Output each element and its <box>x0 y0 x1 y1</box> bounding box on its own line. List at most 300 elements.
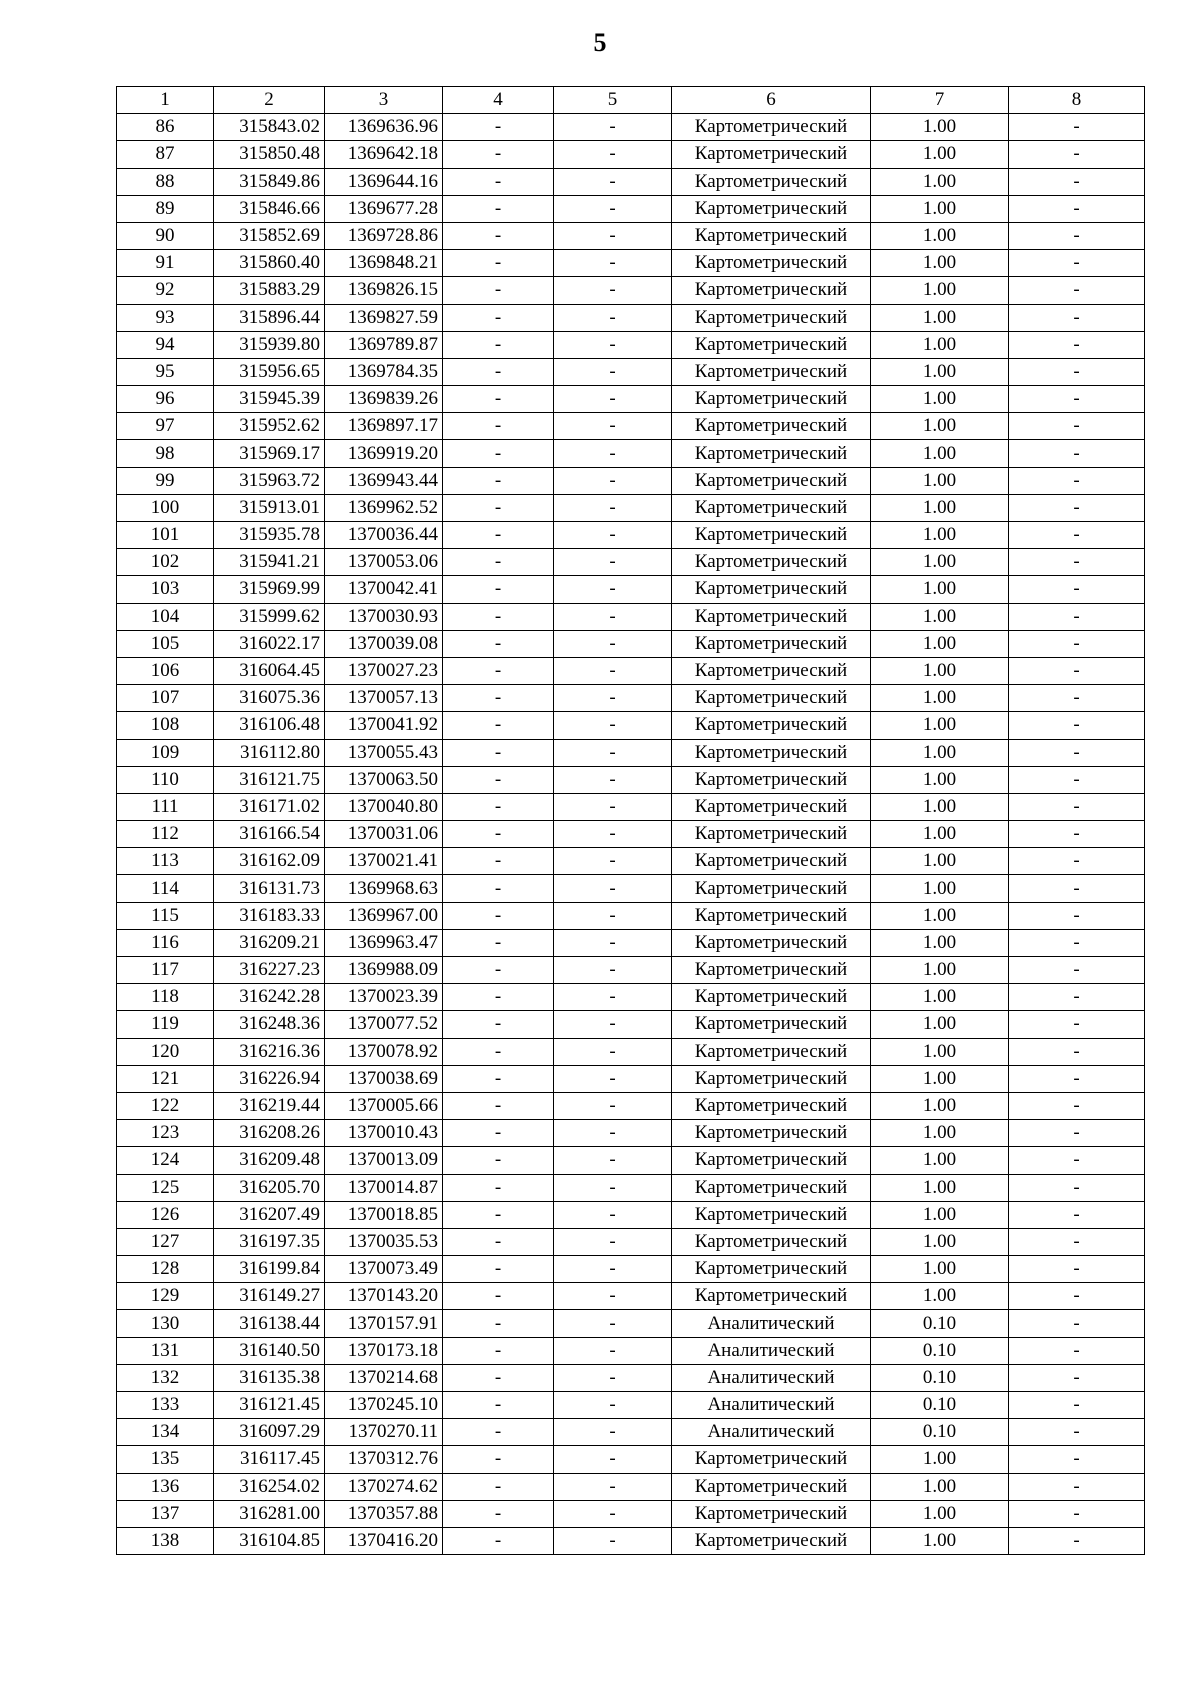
method-cell: Картометрический <box>672 1228 871 1255</box>
y-coordinate-cell: 1370027.23 <box>325 657 443 684</box>
accuracy-cell: 1.00 <box>871 1283 1009 1310</box>
table-row <box>117 1310 1145 1337</box>
method-cell: Картометрический <box>672 1174 871 1201</box>
accuracy-cell: 1.00 <box>871 712 1009 739</box>
column-5-cell: - <box>554 1038 672 1065</box>
x-coordinate-cell: 315883.29 <box>214 277 325 304</box>
table-row <box>117 1527 1145 1554</box>
column-4-cell: - <box>443 1120 554 1147</box>
column-8-cell: - <box>1009 929 1145 956</box>
point-number-cell: 127 <box>117 1228 214 1255</box>
column-4-cell: - <box>443 1419 554 1446</box>
accuracy-cell: 1.00 <box>871 250 1009 277</box>
table-row <box>117 141 1145 168</box>
column-5-cell: - <box>554 576 672 603</box>
column-4-cell: - <box>443 141 554 168</box>
y-coordinate-cell: 1369839.26 <box>325 386 443 413</box>
method-cell: Картометрический <box>672 467 871 494</box>
column-5-cell: - <box>554 386 672 413</box>
header-cell: 3 <box>325 87 443 114</box>
column-8-cell: - <box>1009 1201 1145 1228</box>
accuracy-cell: 1.00 <box>871 848 1009 875</box>
accuracy-cell: 1.00 <box>871 195 1009 222</box>
y-coordinate-cell: 1370357.88 <box>325 1500 443 1527</box>
x-coordinate-cell: 315945.39 <box>214 386 325 413</box>
column-5-cell: - <box>554 331 672 358</box>
column-8-cell: - <box>1009 467 1145 494</box>
y-coordinate-cell: 1370214.68 <box>325 1364 443 1391</box>
accuracy-cell: 1.00 <box>871 386 1009 413</box>
y-coordinate-cell: 1369789.87 <box>325 331 443 358</box>
table-row <box>117 1337 1145 1364</box>
table-row <box>117 1120 1145 1147</box>
column-8-cell: - <box>1009 1065 1145 1092</box>
accuracy-cell: 1.00 <box>871 1527 1009 1554</box>
column-5-cell: - <box>554 957 672 984</box>
method-cell: Картометрический <box>672 386 871 413</box>
y-coordinate-cell: 1370040.80 <box>325 793 443 820</box>
table-row <box>117 331 1145 358</box>
column-8-cell: - <box>1009 603 1145 630</box>
x-coordinate-cell: 315939.80 <box>214 331 325 358</box>
accuracy-cell: 1.00 <box>871 168 1009 195</box>
column-4-cell: - <box>443 277 554 304</box>
column-4-cell: - <box>443 1364 554 1391</box>
column-4-cell: - <box>443 522 554 549</box>
x-coordinate-cell: 315849.86 <box>214 168 325 195</box>
column-5-cell: - <box>554 358 672 385</box>
x-coordinate-cell: 316064.45 <box>214 657 325 684</box>
method-cell: Картометрический <box>672 793 871 820</box>
method-cell: Картометрический <box>672 603 871 630</box>
column-4-cell: - <box>443 1256 554 1283</box>
table-row <box>117 114 1145 141</box>
method-cell: Картометрический <box>672 440 871 467</box>
point-number-cell: 117 <box>117 957 214 984</box>
column-8-cell: - <box>1009 494 1145 521</box>
point-number-cell: 98 <box>117 440 214 467</box>
accuracy-cell: 1.00 <box>871 984 1009 1011</box>
y-coordinate-cell: 1370053.06 <box>325 549 443 576</box>
table-row <box>117 304 1145 331</box>
column-4-cell: - <box>443 195 554 222</box>
column-5-cell: - <box>554 250 672 277</box>
method-cell: Картометрический <box>672 114 871 141</box>
x-coordinate-cell: 316242.28 <box>214 984 325 1011</box>
point-number-cell: 110 <box>117 766 214 793</box>
column-5-cell: - <box>554 929 672 956</box>
y-coordinate-cell: 1369677.28 <box>325 195 443 222</box>
accuracy-cell: 1.00 <box>871 739 1009 766</box>
column-4-cell: - <box>443 603 554 630</box>
column-8-cell: - <box>1009 1174 1145 1201</box>
point-number-cell: 113 <box>117 848 214 875</box>
method-cell: Аналитический <box>672 1310 871 1337</box>
column-5-cell: - <box>554 1120 672 1147</box>
column-5-cell: - <box>554 1419 672 1446</box>
y-coordinate-cell: 1370245.10 <box>325 1392 443 1419</box>
column-8-cell: - <box>1009 766 1145 793</box>
column-4-cell: - <box>443 630 554 657</box>
accuracy-cell: 1.00 <box>871 957 1009 984</box>
column-4-cell: - <box>443 1392 554 1419</box>
x-coordinate-cell: 316075.36 <box>214 685 325 712</box>
accuracy-cell: 1.00 <box>871 304 1009 331</box>
table-row <box>117 1065 1145 1092</box>
column-5-cell: - <box>554 304 672 331</box>
table-row <box>117 549 1145 576</box>
column-8-cell: - <box>1009 1364 1145 1391</box>
x-coordinate-cell: 315969.99 <box>214 576 325 603</box>
header-cell: 5 <box>554 87 672 114</box>
point-number-cell: 124 <box>117 1147 214 1174</box>
point-number-cell: 122 <box>117 1092 214 1119</box>
column-5-cell: - <box>554 1392 672 1419</box>
x-coordinate-cell: 316281.00 <box>214 1500 325 1527</box>
column-8-cell: - <box>1009 576 1145 603</box>
point-number-cell: 111 <box>117 793 214 820</box>
accuracy-cell: 1.00 <box>871 1174 1009 1201</box>
point-number-cell: 95 <box>117 358 214 385</box>
column-4-cell: - <box>443 1527 554 1554</box>
header-cell: 6 <box>672 87 871 114</box>
point-number-cell: 101 <box>117 522 214 549</box>
table-row <box>117 848 1145 875</box>
table-row <box>117 168 1145 195</box>
x-coordinate-cell: 316162.09 <box>214 848 325 875</box>
column-4-cell: - <box>443 1147 554 1174</box>
y-coordinate-cell: 1370173.18 <box>325 1337 443 1364</box>
method-cell: Картометрический <box>672 1446 871 1473</box>
table-row <box>117 1092 1145 1119</box>
y-coordinate-cell: 1370023.39 <box>325 984 443 1011</box>
point-number-cell: 118 <box>117 984 214 1011</box>
y-coordinate-cell: 1369826.15 <box>325 277 443 304</box>
column-4-cell: - <box>443 1174 554 1201</box>
column-4-cell: - <box>443 984 554 1011</box>
column-8-cell: - <box>1009 1310 1145 1337</box>
table-row <box>117 739 1145 766</box>
table-row <box>117 821 1145 848</box>
accuracy-cell: 1.00 <box>871 494 1009 521</box>
point-number-cell: 99 <box>117 467 214 494</box>
accuracy-cell: 1.00 <box>871 1011 1009 1038</box>
column-5-cell: - <box>554 739 672 766</box>
table-row <box>117 657 1145 684</box>
column-5-cell: - <box>554 1201 672 1228</box>
x-coordinate-cell: 316207.49 <box>214 1201 325 1228</box>
column-5-cell: - <box>554 712 672 739</box>
column-5-cell: - <box>554 1446 672 1473</box>
column-4-cell: - <box>443 168 554 195</box>
y-coordinate-cell: 1369943.44 <box>325 467 443 494</box>
table-row <box>117 603 1145 630</box>
accuracy-cell: 1.00 <box>871 929 1009 956</box>
column-4-cell: - <box>443 222 554 249</box>
method-cell: Аналитический <box>672 1364 871 1391</box>
y-coordinate-cell: 1370021.41 <box>325 848 443 875</box>
point-number-cell: 89 <box>117 195 214 222</box>
x-coordinate-cell: 316171.02 <box>214 793 325 820</box>
column-4-cell: - <box>443 1337 554 1364</box>
accuracy-cell: 1.00 <box>871 141 1009 168</box>
column-8-cell: - <box>1009 331 1145 358</box>
column-4-cell: - <box>443 848 554 875</box>
accuracy-cell: 1.00 <box>871 358 1009 385</box>
point-number-cell: 115 <box>117 902 214 929</box>
y-coordinate-cell: 1370030.93 <box>325 603 443 630</box>
column-8-cell: - <box>1009 957 1145 984</box>
y-coordinate-cell: 1370018.85 <box>325 1201 443 1228</box>
method-cell: Картометрический <box>672 685 871 712</box>
column-4-cell: - <box>443 114 554 141</box>
x-coordinate-cell: 316227.23 <box>214 957 325 984</box>
column-5-cell: - <box>554 984 672 1011</box>
column-4-cell: - <box>443 1283 554 1310</box>
table-row <box>117 1038 1145 1065</box>
point-number-cell: 114 <box>117 875 214 902</box>
y-coordinate-cell: 1370038.69 <box>325 1065 443 1092</box>
y-coordinate-cell: 1369962.52 <box>325 494 443 521</box>
accuracy-cell: 1.00 <box>871 277 1009 304</box>
column-5-cell: - <box>554 168 672 195</box>
y-coordinate-cell: 1370143.20 <box>325 1283 443 1310</box>
method-cell: Картометрический <box>672 331 871 358</box>
column-5-cell: - <box>554 766 672 793</box>
point-number-cell: 96 <box>117 386 214 413</box>
accuracy-cell: 1.00 <box>871 875 1009 902</box>
accuracy-cell: 0.10 <box>871 1392 1009 1419</box>
x-coordinate-cell: 316117.45 <box>214 1446 325 1473</box>
header-cell: 4 <box>443 87 554 114</box>
column-4-cell: - <box>443 494 554 521</box>
column-4-cell: - <box>443 549 554 576</box>
column-4-cell: - <box>443 576 554 603</box>
method-cell: Картометрический <box>672 168 871 195</box>
accuracy-cell: 1.00 <box>871 222 1009 249</box>
accuracy-cell: 1.00 <box>871 793 1009 820</box>
method-cell: Аналитический <box>672 1337 871 1364</box>
x-coordinate-cell: 316254.02 <box>214 1473 325 1500</box>
x-coordinate-cell: 315969.17 <box>214 440 325 467</box>
column-8-cell: - <box>1009 1446 1145 1473</box>
column-4-cell: - <box>443 1011 554 1038</box>
column-4-cell: - <box>443 1473 554 1500</box>
x-coordinate-cell: 316140.50 <box>214 1337 325 1364</box>
point-number-cell: 97 <box>117 413 214 440</box>
point-number-cell: 105 <box>117 630 214 657</box>
accuracy-cell: 1.00 <box>871 902 1009 929</box>
x-coordinate-cell: 316121.45 <box>214 1392 325 1419</box>
column-5-cell: - <box>554 1011 672 1038</box>
point-number-cell: 129 <box>117 1283 214 1310</box>
page-number: 5 <box>593 28 607 57</box>
method-cell: Аналитический <box>672 1392 871 1419</box>
column-8-cell: - <box>1009 848 1145 875</box>
x-coordinate-cell: 315860.40 <box>214 250 325 277</box>
method-cell: Картометрический <box>672 195 871 222</box>
method-cell: Картометрический <box>672 821 871 848</box>
column-8-cell: - <box>1009 1256 1145 1283</box>
x-coordinate-cell: 316199.84 <box>214 1256 325 1283</box>
column-4-cell: - <box>443 1310 554 1337</box>
column-8-cell: - <box>1009 1147 1145 1174</box>
column-8-cell: - <box>1009 1500 1145 1527</box>
method-cell: Картометрический <box>672 712 871 739</box>
x-coordinate-cell: 316205.70 <box>214 1174 325 1201</box>
column-8-cell: - <box>1009 304 1145 331</box>
table-row <box>117 1011 1145 1038</box>
y-coordinate-cell: 1369827.59 <box>325 304 443 331</box>
accuracy-cell: 1.00 <box>871 549 1009 576</box>
y-coordinate-cell: 1369728.86 <box>325 222 443 249</box>
y-coordinate-cell: 1369642.18 <box>325 141 443 168</box>
column-8-cell: - <box>1009 875 1145 902</box>
method-cell: Картометрический <box>672 1011 871 1038</box>
x-coordinate-cell: 316209.48 <box>214 1147 325 1174</box>
x-coordinate-cell: 316166.54 <box>214 821 325 848</box>
point-number-cell: 130 <box>117 1310 214 1337</box>
y-coordinate-cell: 1370036.44 <box>325 522 443 549</box>
y-coordinate-cell: 1370010.43 <box>325 1120 443 1147</box>
point-number-cell: 100 <box>117 494 214 521</box>
method-cell: Картометрический <box>672 957 871 984</box>
point-number-cell: 103 <box>117 576 214 603</box>
table-row <box>117 685 1145 712</box>
accuracy-cell: 1.00 <box>871 1065 1009 1092</box>
column-8-cell: - <box>1009 821 1145 848</box>
x-coordinate-cell: 315850.48 <box>214 141 325 168</box>
y-coordinate-cell: 1369967.00 <box>325 902 443 929</box>
method-cell: Картометрический <box>672 250 871 277</box>
table-row <box>117 1256 1145 1283</box>
method-cell: Картометрический <box>672 576 871 603</box>
accuracy-cell: 1.00 <box>871 1092 1009 1119</box>
column-8-cell: - <box>1009 1283 1145 1310</box>
table-row <box>117 1364 1145 1391</box>
point-number-cell: 133 <box>117 1392 214 1419</box>
y-coordinate-cell: 1370031.06 <box>325 821 443 848</box>
table-body <box>117 114 1145 1555</box>
accuracy-cell: 1.00 <box>871 657 1009 684</box>
method-cell: Картометрический <box>672 413 871 440</box>
column-8-cell: - <box>1009 222 1145 249</box>
column-8-cell: - <box>1009 712 1145 739</box>
accuracy-cell: 1.00 <box>871 467 1009 494</box>
column-4-cell: - <box>443 1500 554 1527</box>
accuracy-cell: 0.10 <box>871 1310 1009 1337</box>
column-4-cell: - <box>443 1228 554 1255</box>
y-coordinate-cell: 1369963.47 <box>325 929 443 956</box>
column-5-cell: - <box>554 603 672 630</box>
accuracy-cell: 1.00 <box>871 630 1009 657</box>
table-row <box>117 1228 1145 1255</box>
point-number-cell: 90 <box>117 222 214 249</box>
column-5-cell: - <box>554 1174 672 1201</box>
column-4-cell: - <box>443 739 554 766</box>
column-4-cell: - <box>443 467 554 494</box>
accuracy-cell: 1.00 <box>871 685 1009 712</box>
table-row <box>117 984 1145 1011</box>
column-8-cell: - <box>1009 1038 1145 1065</box>
table-row <box>117 250 1145 277</box>
column-8-cell: - <box>1009 195 1145 222</box>
y-coordinate-cell: 1370042.41 <box>325 576 443 603</box>
x-coordinate-cell: 316121.75 <box>214 766 325 793</box>
column-8-cell: - <box>1009 1011 1145 1038</box>
method-cell: Картометрический <box>672 902 871 929</box>
column-5-cell: - <box>554 1147 672 1174</box>
table-row <box>117 358 1145 385</box>
accuracy-cell: 1.00 <box>871 821 1009 848</box>
table-row <box>117 766 1145 793</box>
method-cell: Картометрический <box>672 494 871 521</box>
x-coordinate-cell: 316226.94 <box>214 1065 325 1092</box>
column-4-cell: - <box>443 331 554 358</box>
column-4-cell: - <box>443 712 554 739</box>
method-cell: Картометрический <box>672 1500 871 1527</box>
point-number-cell: 126 <box>117 1201 214 1228</box>
accuracy-cell: 1.00 <box>871 1147 1009 1174</box>
point-number-cell: 116 <box>117 929 214 956</box>
table-header-row <box>117 87 1145 114</box>
column-5-cell: - <box>554 549 672 576</box>
method-cell: Картометрический <box>672 1473 871 1500</box>
point-number-cell: 136 <box>117 1473 214 1500</box>
x-coordinate-cell: 315896.44 <box>214 304 325 331</box>
accuracy-cell: 1.00 <box>871 114 1009 141</box>
point-number-cell: 120 <box>117 1038 214 1065</box>
column-8-cell: - <box>1009 902 1145 929</box>
column-4-cell: - <box>443 1038 554 1065</box>
column-8-cell: - <box>1009 630 1145 657</box>
point-number-cell: 131 <box>117 1337 214 1364</box>
point-number-cell: 112 <box>117 821 214 848</box>
table-row <box>117 630 1145 657</box>
method-cell: Аналитический <box>672 1419 871 1446</box>
point-number-cell: 137 <box>117 1500 214 1527</box>
point-number-cell: 102 <box>117 549 214 576</box>
y-coordinate-cell: 1370063.50 <box>325 766 443 793</box>
column-8-cell: - <box>1009 657 1145 684</box>
accuracy-cell: 1.00 <box>871 1228 1009 1255</box>
accuracy-cell: 0.10 <box>871 1337 1009 1364</box>
column-5-cell: - <box>554 848 672 875</box>
column-5-cell: - <box>554 1065 672 1092</box>
method-cell: Картометрический <box>672 358 871 385</box>
column-4-cell: - <box>443 793 554 820</box>
x-coordinate-cell: 316097.29 <box>214 1419 325 1446</box>
x-coordinate-cell: 315952.62 <box>214 413 325 440</box>
x-coordinate-cell: 316149.27 <box>214 1283 325 1310</box>
column-4-cell: - <box>443 1065 554 1092</box>
point-number-cell: 106 <box>117 657 214 684</box>
column-5-cell: - <box>554 657 672 684</box>
y-coordinate-cell: 1369636.96 <box>325 114 443 141</box>
accuracy-cell: 1.00 <box>871 1201 1009 1228</box>
column-8-cell: - <box>1009 739 1145 766</box>
x-coordinate-cell: 316104.85 <box>214 1527 325 1554</box>
x-coordinate-cell: 316138.44 <box>214 1310 325 1337</box>
method-cell: Картометрический <box>672 522 871 549</box>
method-cell: Картометрический <box>672 848 871 875</box>
x-coordinate-cell: 315935.78 <box>214 522 325 549</box>
point-number-cell: 123 <box>117 1120 214 1147</box>
table-row <box>117 413 1145 440</box>
y-coordinate-cell: 1370073.49 <box>325 1256 443 1283</box>
y-coordinate-cell: 1370416.20 <box>325 1527 443 1554</box>
y-coordinate-cell: 1370041.92 <box>325 712 443 739</box>
